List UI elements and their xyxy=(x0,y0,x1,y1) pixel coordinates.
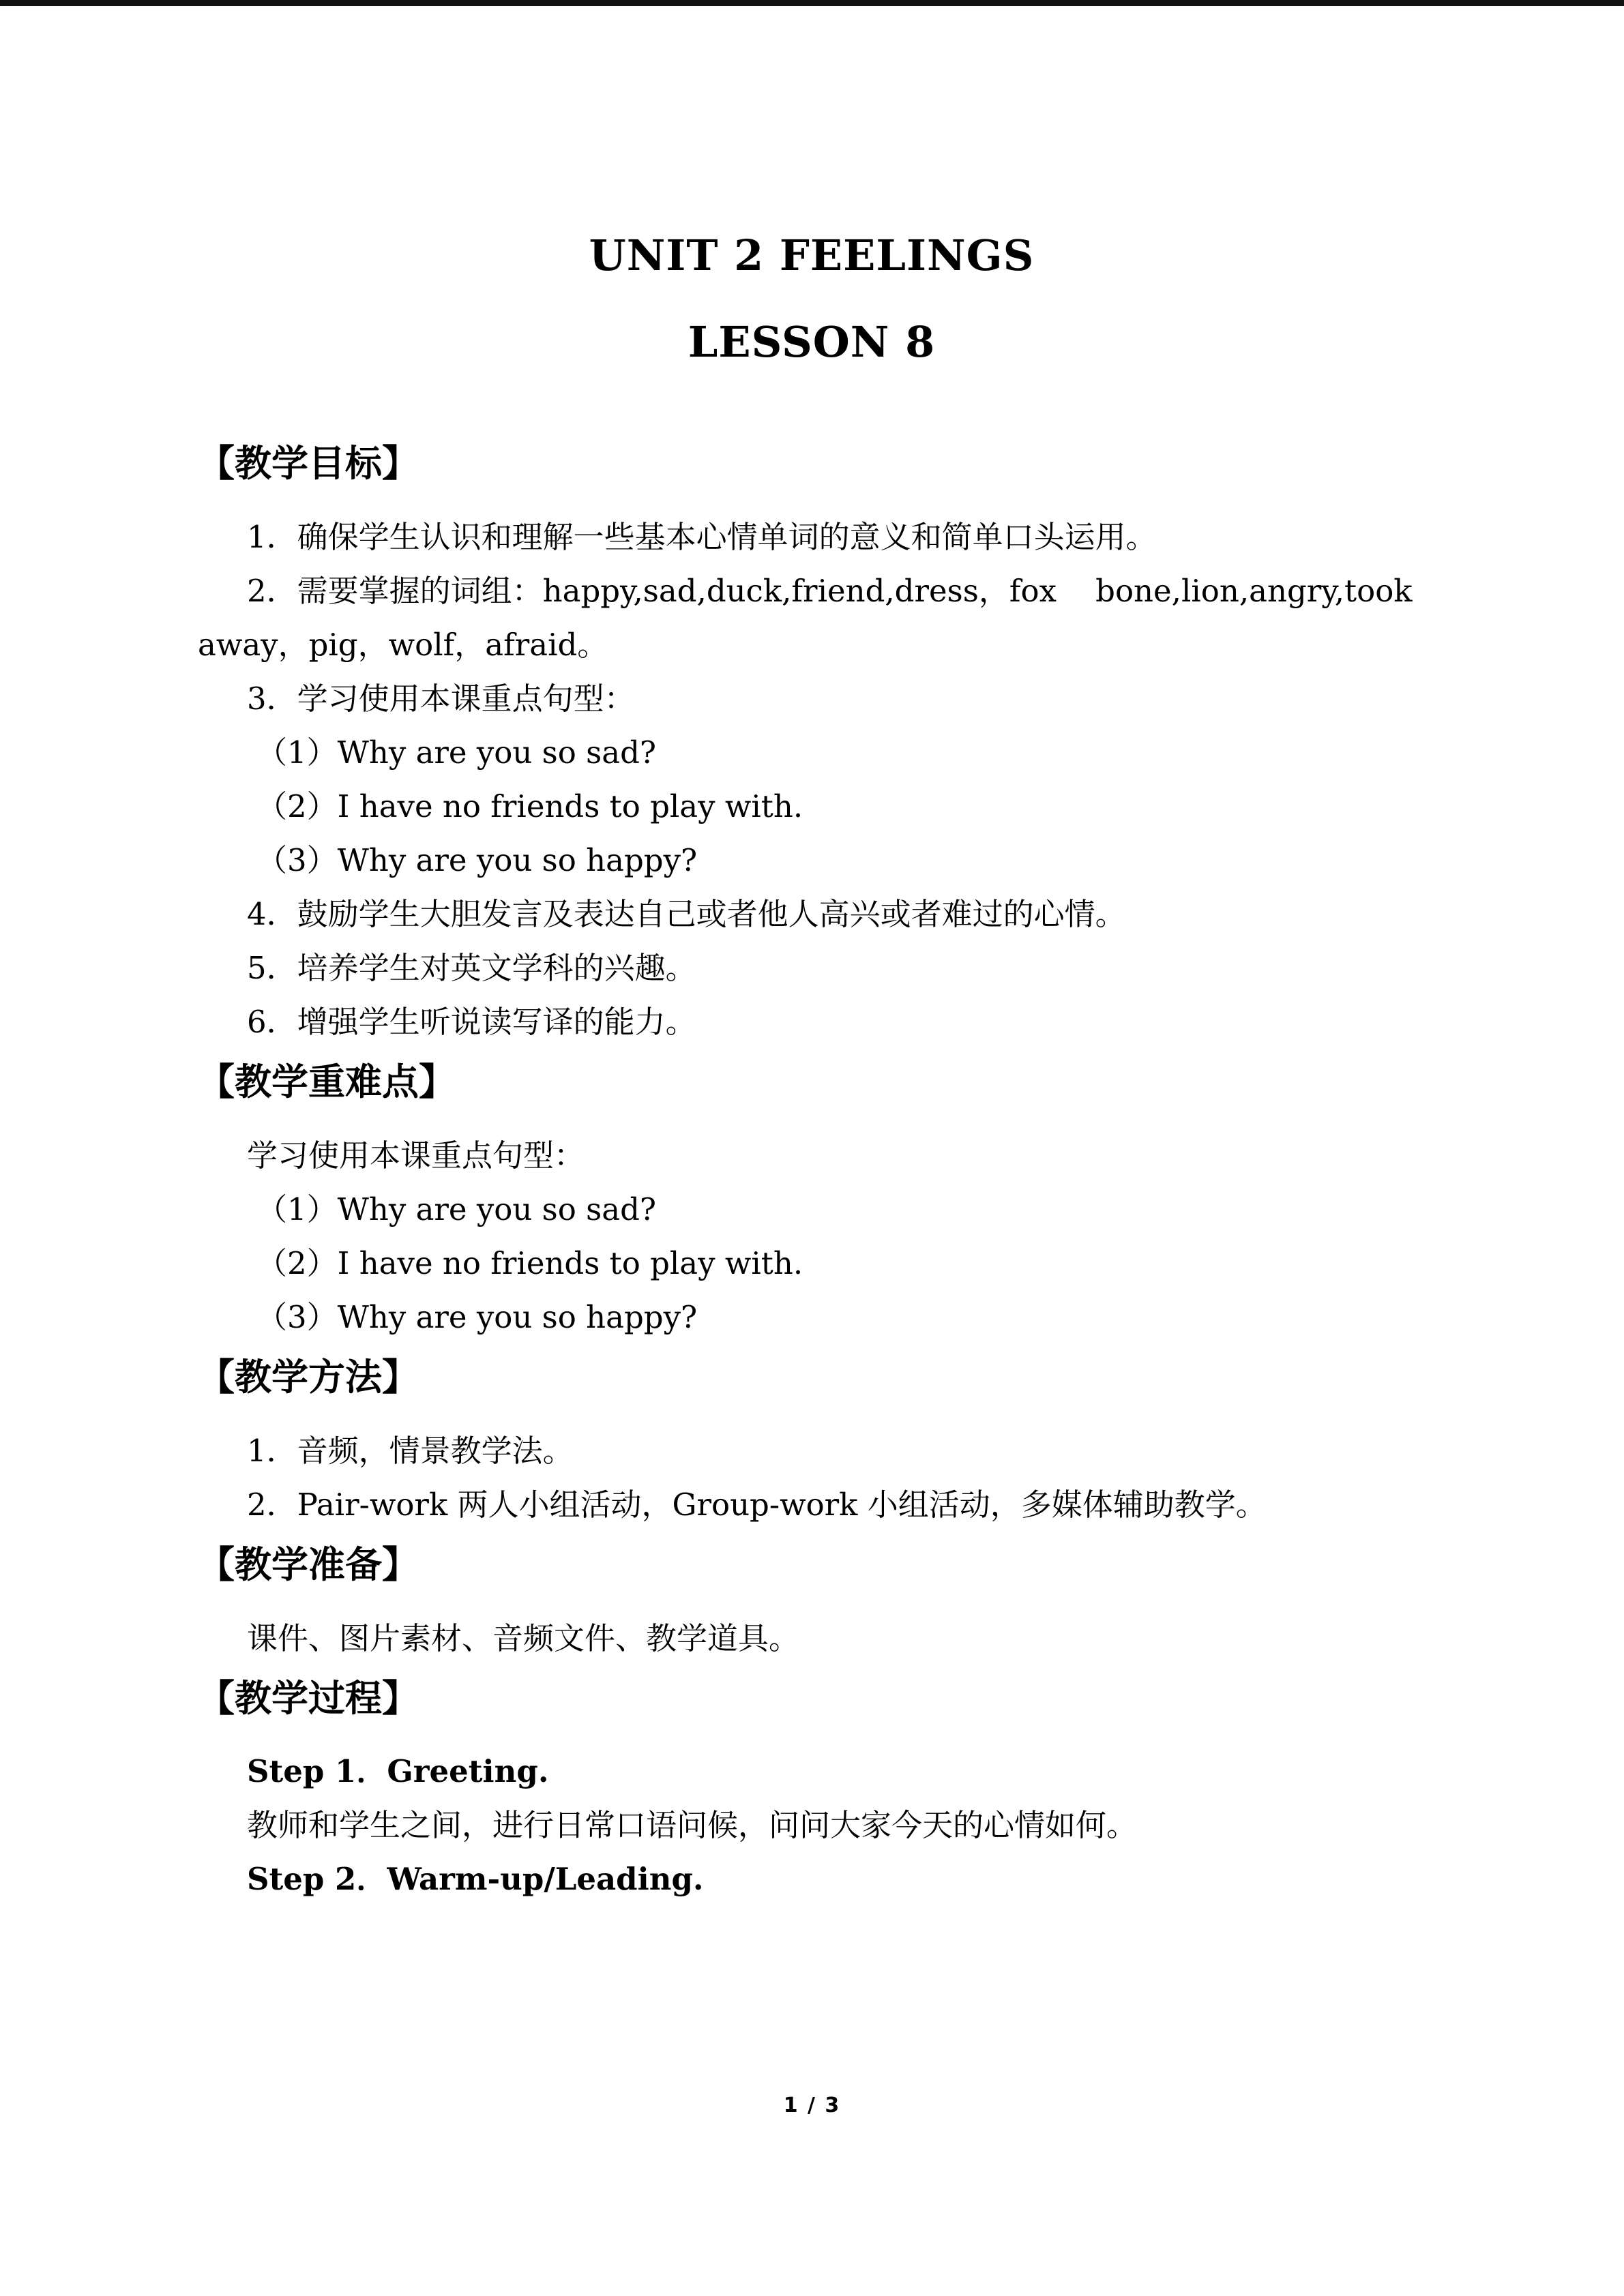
method-item-1: 1．音频，情景教学法。 xyxy=(247,1432,574,1469)
objective-item-2: 2．需要掌握的词组：happy,sad,duck,friend,dress，fox bone,lion,angry,took xyxy=(247,573,1413,610)
section-heading-preparation: 【教学准备】 xyxy=(198,1542,419,1586)
spacer xyxy=(198,1720,1426,1756)
process-step-1-body: 教师和学生之间，进行日常口语问候，问问大家今天的心情如何。 xyxy=(247,1807,1138,1844)
spacer xyxy=(198,876,1426,899)
spacer xyxy=(198,1520,1426,1543)
spacer xyxy=(198,1840,1426,1864)
spacer xyxy=(198,606,1426,629)
spacer xyxy=(198,1105,1426,1140)
section-heading-methods: 【教学方法】 xyxy=(198,1355,419,1399)
key-points-intro: 学习使用本课重点句型： xyxy=(247,1137,585,1174)
spacer xyxy=(198,768,1426,791)
spacer xyxy=(198,1171,1426,1194)
spacer xyxy=(198,1037,1426,1060)
objective-item-2-continued: away，pig，wolf，afraid。 xyxy=(198,627,608,664)
objective-item-1: 1．确保学生认识和理解一些基本心情单词的意义和简单口头运用。 xyxy=(247,519,1157,556)
spacer xyxy=(198,822,1426,845)
key-points-pattern-1: （1）Why are you so sad? xyxy=(256,1191,657,1227)
spacer xyxy=(198,1654,1426,1677)
spacer xyxy=(198,552,1426,576)
objective-item-5: 5．培养学生对英文学科的兴趣。 xyxy=(247,950,696,987)
process-step-2-title: Step 2．Warm-up/Leading. xyxy=(247,1861,704,1898)
section-heading-key-points: 【教学重难点】 xyxy=(198,1060,456,1104)
key-points-pattern-3: （3）Why are you so happy? xyxy=(256,1298,698,1335)
spacer xyxy=(198,367,1426,419)
objective-pattern-3: （3）Why are you so happy? xyxy=(256,842,698,879)
spacer xyxy=(198,660,1426,683)
document-title-lesson: LESSON 8 xyxy=(688,317,936,368)
objective-pattern-1: （1）Why are you so sad? xyxy=(256,734,657,771)
key-points-pattern-2: （2）I have no friends to play with. xyxy=(256,1244,803,1281)
spacer xyxy=(198,983,1426,1007)
document-title-unit: UNIT 2 FEELINGS xyxy=(589,230,1035,280)
spacer xyxy=(198,1400,1426,1435)
process-step-1-title: Step 1．Greeting. xyxy=(247,1753,549,1790)
spacer xyxy=(198,1466,1426,1489)
objective-item-6: 6．增强学生听说读写译的能力。 xyxy=(247,1004,696,1041)
method-item-2: 2．Pair-work 两人小组活动，Group-work 小组活动，多媒体辅助教学。 xyxy=(247,1486,1267,1523)
objective-pattern-2: （2）I have no friends to play with. xyxy=(256,788,803,825)
spacer xyxy=(198,486,1426,522)
objective-item-3: 3．学习使用本课重点句型： xyxy=(247,681,635,717)
spacer xyxy=(198,419,1426,442)
spacer xyxy=(198,1225,1426,1248)
page-number-footer: 1 / 3 xyxy=(783,2093,841,2117)
spacer xyxy=(198,714,1426,737)
preparation-text: 课件、图片素材、音频文件、教学道具。 xyxy=(247,1620,800,1656)
document-body xyxy=(198,205,1426,1898)
spacer xyxy=(198,1279,1426,1302)
spacer xyxy=(198,1787,1426,1810)
spacer xyxy=(198,1587,1426,1623)
spacer xyxy=(198,1332,1426,1356)
objective-item-4: 4．鼓励学生大胆发言及表达自己或者他人高兴或者难过的心情。 xyxy=(247,896,1126,933)
section-heading-process: 【教学过程】 xyxy=(198,1676,419,1720)
section-heading-objectives: 【教学目标】 xyxy=(198,442,419,486)
spacer xyxy=(198,929,1426,953)
